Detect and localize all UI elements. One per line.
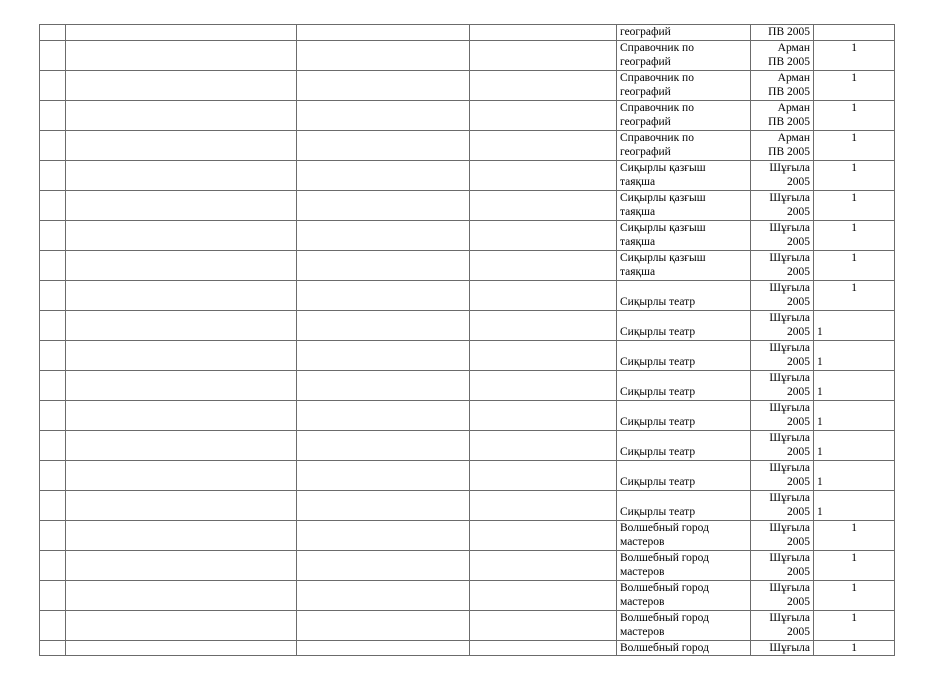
empty-cell-4: [470, 70, 617, 100]
empty-cell-2: [66, 70, 297, 100]
title-cell: [617, 610, 751, 640]
title-text: Сиқырлы театр: [620, 355, 696, 368]
empty-cell-4: [470, 340, 617, 370]
title-cell: [617, 460, 751, 490]
title-line: Справочник по: [620, 101, 694, 114]
quantity-value: 1: [817, 385, 823, 398]
empty-cell-3: [297, 550, 470, 580]
title-line: таяқша: [620, 176, 656, 188]
quantity-cell: [814, 460, 895, 490]
publisher-cell: [751, 550, 814, 580]
table-body: [40, 25, 895, 656]
publisher-name: Шұғыла: [769, 161, 810, 174]
title-cell: [617, 280, 751, 310]
empty-cell-4: [470, 640, 617, 656]
empty-cell-2: [66, 430, 297, 460]
table-row: [40, 490, 895, 520]
quantity-cell: [814, 430, 895, 460]
empty-cell-4: [470, 430, 617, 460]
title-text: Сиқырлы театр: [620, 325, 696, 338]
publish-year: 2005: [787, 596, 810, 608]
title-line: Волшебный город: [620, 581, 709, 594]
quantity-value: 1: [851, 221, 857, 234]
quantity-cell: [814, 340, 895, 370]
table-row: [40, 430, 895, 460]
empty-cell-3: [297, 430, 470, 460]
empty-cell-2: [66, 220, 297, 250]
empty-cell-1: [40, 190, 66, 220]
quantity-cell: [814, 280, 895, 310]
empty-cell-4: [470, 490, 617, 520]
quantity-value: 1: [817, 325, 823, 338]
title-cell: [617, 40, 751, 70]
empty-cell-4: [470, 130, 617, 160]
table-row: [40, 130, 895, 160]
empty-cell-3: [297, 340, 470, 370]
empty-cell-3: [297, 640, 470, 656]
empty-cell-2: [66, 130, 297, 160]
publish-year: ПВ 2005: [768, 146, 810, 158]
quantity-cell: [814, 400, 895, 430]
empty-cell-2: [66, 250, 297, 280]
publisher-cell: [751, 160, 814, 190]
empty-cell-4: [470, 520, 617, 550]
title-cell: [617, 430, 751, 460]
title-line: географий: [620, 116, 671, 128]
publisher-name: Шұғыла: [769, 371, 810, 384]
title-line: Сиқырлы қазғыш: [620, 161, 706, 174]
publisher-cell: [751, 220, 814, 250]
quantity-value: 1: [851, 161, 857, 174]
publisher-cell: [751, 430, 814, 460]
publisher-name: Шұғыла: [769, 431, 810, 444]
title-line: таяқша: [620, 236, 656, 248]
table-row: [40, 25, 895, 41]
quantity-value: 1: [851, 611, 857, 624]
quantity-cell: [814, 70, 895, 100]
quantity-value: 1: [851, 131, 857, 144]
publisher-cell: [751, 100, 814, 130]
empty-cell-1: [40, 580, 66, 610]
title-cell: [617, 640, 751, 656]
quantity-cell: [814, 25, 895, 41]
empty-cell-3: [297, 130, 470, 160]
empty-cell-2: [66, 25, 297, 41]
empty-cell-2: [66, 400, 297, 430]
empty-cell-3: [297, 70, 470, 100]
quantity-value: 1: [851, 521, 857, 534]
empty-cell-2: [66, 310, 297, 340]
publish-year: 2005: [787, 266, 810, 278]
title-text: Сиқырлы театр: [620, 445, 696, 458]
empty-cell-3: [297, 400, 470, 430]
publisher-cell: [751, 40, 814, 70]
title-cell: [617, 490, 751, 520]
empty-cell-4: [470, 610, 617, 640]
quantity-cell: [814, 250, 895, 280]
publisher-name: Арман: [777, 71, 810, 84]
quantity-cell: [814, 160, 895, 190]
empty-cell-4: [470, 280, 617, 310]
publisher-cell: [751, 70, 814, 100]
title-text: Сиқырлы театр: [620, 385, 696, 398]
empty-cell-2: [66, 100, 297, 130]
books-table: [39, 24, 895, 656]
empty-cell-4: [470, 310, 617, 340]
title-cell: [617, 250, 751, 280]
publish-year: 2005: [787, 416, 810, 428]
quantity-cell: [814, 220, 895, 250]
empty-cell-3: [297, 100, 470, 130]
empty-cell-2: [66, 490, 297, 520]
empty-cell-3: [297, 610, 470, 640]
publisher-cell: [751, 130, 814, 160]
table-row: [40, 190, 895, 220]
table-row: [40, 280, 895, 310]
empty-cell-2: [66, 520, 297, 550]
title-line: мастеров: [620, 596, 665, 608]
publisher-name: Шұғыла: [769, 611, 810, 624]
quantity-cell: [814, 130, 895, 160]
title-text: Сиқырлы театр: [620, 415, 696, 428]
title-cell: [617, 160, 751, 190]
quantity-value: 1: [851, 101, 857, 114]
publish-year: 2005: [787, 296, 810, 308]
quantity-value: 1: [851, 641, 857, 654]
empty-cell-1: [40, 340, 66, 370]
title-line: Сиқырлы қазғыш: [620, 221, 706, 234]
publisher-cell: [751, 250, 814, 280]
publisher-name: Шұғыла: [769, 191, 810, 204]
empty-cell-4: [470, 550, 617, 580]
title-text: Сиқырлы театр: [620, 505, 696, 518]
empty-cell-2: [66, 40, 297, 70]
publish-year: 2005: [787, 236, 810, 248]
publish-year: 2005: [787, 446, 810, 458]
empty-cell-4: [470, 100, 617, 130]
title-cell: [617, 520, 751, 550]
document-page: [39, 24, 895, 656]
publisher-cell: [751, 340, 814, 370]
empty-cell-1: [40, 25, 66, 41]
title-cell: [617, 190, 751, 220]
title-line: Волшебный город: [620, 641, 709, 654]
title-cell: [617, 340, 751, 370]
quantity-value: 1: [851, 71, 857, 84]
title-cell: [617, 130, 751, 160]
table-row: [40, 400, 895, 430]
empty-cell-3: [297, 250, 470, 280]
title-line: Справочник по: [620, 71, 694, 84]
empty-cell-1: [40, 40, 66, 70]
quantity-value: 1: [851, 41, 857, 54]
title-cell: [617, 550, 751, 580]
empty-cell-1: [40, 70, 66, 100]
empty-cell-1: [40, 400, 66, 430]
title-line: географий: [620, 26, 671, 38]
publisher-name: Шұғыла: [769, 521, 810, 534]
empty-cell-3: [297, 310, 470, 340]
publisher-name: Шұғыла: [769, 251, 810, 264]
empty-cell-3: [297, 190, 470, 220]
table-row: [40, 70, 895, 100]
publish-year: 2005: [787, 626, 810, 638]
publisher-cell: [751, 310, 814, 340]
empty-cell-1: [40, 640, 66, 656]
publisher-cell: [751, 190, 814, 220]
table-row: [40, 340, 895, 370]
publisher-name: Арман: [777, 41, 810, 54]
publish-year: 2005: [787, 476, 810, 488]
empty-cell-2: [66, 610, 297, 640]
quantity-value: 1: [817, 475, 823, 488]
empty-cell-1: [40, 550, 66, 580]
title-cell: [617, 70, 751, 100]
quantity-cell: [814, 550, 895, 580]
publish-year: 2005: [787, 176, 810, 188]
publisher-name: Шұғыла: [769, 491, 810, 504]
quantity-value: 1: [817, 415, 823, 428]
empty-cell-4: [470, 400, 617, 430]
table-row: [40, 460, 895, 490]
empty-cell-3: [297, 460, 470, 490]
publish-year: 2005: [787, 566, 810, 578]
title-line: Сиқырлы қазғыш: [620, 191, 706, 204]
table-row: [40, 40, 895, 70]
table-row: [40, 640, 895, 656]
publisher-cell: [751, 460, 814, 490]
quantity-value: 1: [851, 281, 857, 294]
publisher-name: Шұғыла: [769, 581, 810, 594]
publisher-cell: [751, 490, 814, 520]
publisher-name: Шұғыла: [769, 281, 810, 294]
empty-cell-3: [297, 580, 470, 610]
publisher-cell: [751, 370, 814, 400]
quantity-cell: [814, 370, 895, 400]
table-row: [40, 250, 895, 280]
publish-year: 2005: [787, 326, 810, 338]
empty-cell-2: [66, 190, 297, 220]
publish-year: 2005: [787, 506, 810, 518]
title-line: таяқша: [620, 266, 656, 278]
empty-cell-3: [297, 220, 470, 250]
quantity-cell: [814, 310, 895, 340]
quantity-cell: [814, 100, 895, 130]
empty-cell-2: [66, 340, 297, 370]
title-cell: [617, 310, 751, 340]
publisher-cell: [751, 25, 814, 41]
title-line: географий: [620, 146, 671, 158]
empty-cell-2: [66, 160, 297, 190]
title-line: Волшебный город: [620, 611, 709, 624]
empty-cell-1: [40, 310, 66, 340]
empty-cell-4: [470, 190, 617, 220]
empty-cell-2: [66, 460, 297, 490]
quantity-cell: [814, 190, 895, 220]
empty-cell-3: [297, 160, 470, 190]
quantity-cell: [814, 490, 895, 520]
publish-year: 2005: [787, 356, 810, 368]
table-row: [40, 610, 895, 640]
quantity-cell: [814, 580, 895, 610]
table-row: [40, 520, 895, 550]
publish-year: ПВ 2005: [768, 86, 810, 98]
table-row: [40, 310, 895, 340]
quantity-cell: [814, 520, 895, 550]
publisher-cell: [751, 640, 814, 656]
publish-year: 2005: [787, 386, 810, 398]
title-cell: [617, 220, 751, 250]
title-line: мастеров: [620, 536, 665, 548]
empty-cell-4: [470, 160, 617, 190]
empty-cell-2: [66, 370, 297, 400]
publisher-name: Шұғыла: [769, 551, 810, 564]
publisher-cell: [751, 280, 814, 310]
table-row: [40, 160, 895, 190]
title-line: географий: [620, 56, 671, 68]
empty-cell-1: [40, 460, 66, 490]
empty-cell-3: [297, 25, 470, 41]
empty-cell-1: [40, 220, 66, 250]
empty-cell-1: [40, 250, 66, 280]
quantity-value: 1: [851, 581, 857, 594]
publisher-name: Шұғыла: [769, 461, 810, 474]
empty-cell-4: [470, 580, 617, 610]
table-row: [40, 220, 895, 250]
publish-year: 2005: [787, 206, 810, 218]
quantity-value: 1: [851, 551, 857, 564]
empty-cell-2: [66, 580, 297, 610]
empty-cell-3: [297, 490, 470, 520]
title-text: Сиқырлы театр: [620, 475, 696, 488]
empty-cell-4: [470, 25, 617, 41]
publish-year: 2005: [787, 536, 810, 548]
publish-year: ПВ 2005: [768, 26, 810, 38]
quantity-value: 1: [817, 355, 823, 368]
table-row: [40, 580, 895, 610]
publisher-name: Шұғыла: [769, 401, 810, 414]
publisher-cell: [751, 520, 814, 550]
publisher-name: Шұғыла: [769, 641, 810, 654]
table-row: [40, 100, 895, 130]
quantity-cell: [814, 640, 895, 656]
publisher-cell: [751, 580, 814, 610]
empty-cell-1: [40, 430, 66, 460]
quantity-cell: [814, 40, 895, 70]
empty-cell-1: [40, 610, 66, 640]
table-row: [40, 370, 895, 400]
publisher-name: Шұғыла: [769, 311, 810, 324]
empty-cell-4: [470, 370, 617, 400]
empty-cell-3: [297, 520, 470, 550]
title-line: таяқша: [620, 206, 656, 218]
empty-cell-1: [40, 520, 66, 550]
publisher-name: Шұғыла: [769, 221, 810, 234]
publisher-name: Арман: [777, 131, 810, 144]
title-line: Волшебный город: [620, 551, 709, 564]
empty-cell-1: [40, 490, 66, 520]
title-line: Волшебный город: [620, 521, 709, 534]
empty-cell-3: [297, 280, 470, 310]
empty-cell-1: [40, 130, 66, 160]
quantity-cell: [814, 610, 895, 640]
quantity-value: 1: [851, 191, 857, 204]
publish-year: ПВ 2005: [768, 56, 810, 68]
quantity-value: 1: [817, 445, 823, 458]
title-cell: [617, 400, 751, 430]
table-row: [40, 550, 895, 580]
empty-cell-2: [66, 640, 297, 656]
empty-cell-1: [40, 370, 66, 400]
publisher-cell: [751, 400, 814, 430]
empty-cell-4: [470, 250, 617, 280]
quantity-value: 1: [817, 505, 823, 518]
title-line: географий: [620, 86, 671, 98]
quantity-value: 1: [851, 251, 857, 264]
empty-cell-2: [66, 550, 297, 580]
empty-cell-4: [470, 40, 617, 70]
title-cell: [617, 370, 751, 400]
title-line: Справочник по: [620, 131, 694, 144]
publisher-name: Шұғыла: [769, 341, 810, 354]
publish-year: ПВ 2005: [768, 116, 810, 128]
empty-cell-3: [297, 40, 470, 70]
empty-cell-4: [470, 220, 617, 250]
title-text: Сиқырлы театр: [620, 295, 696, 308]
empty-cell-1: [40, 160, 66, 190]
publisher-name: Арман: [777, 101, 810, 114]
empty-cell-1: [40, 280, 66, 310]
title-line: Справочник по: [620, 41, 694, 54]
title-cell: [617, 100, 751, 130]
empty-cell-1: [40, 100, 66, 130]
empty-cell-4: [470, 460, 617, 490]
publisher-cell: [751, 610, 814, 640]
title-line: Сиқырлы қазғыш: [620, 251, 706, 264]
title-cell: [617, 580, 751, 610]
title-line: мастеров: [620, 626, 665, 638]
empty-cell-2: [66, 280, 297, 310]
title-line: мастеров: [620, 566, 665, 578]
empty-cell-3: [297, 370, 470, 400]
title-cell: [617, 25, 751, 41]
